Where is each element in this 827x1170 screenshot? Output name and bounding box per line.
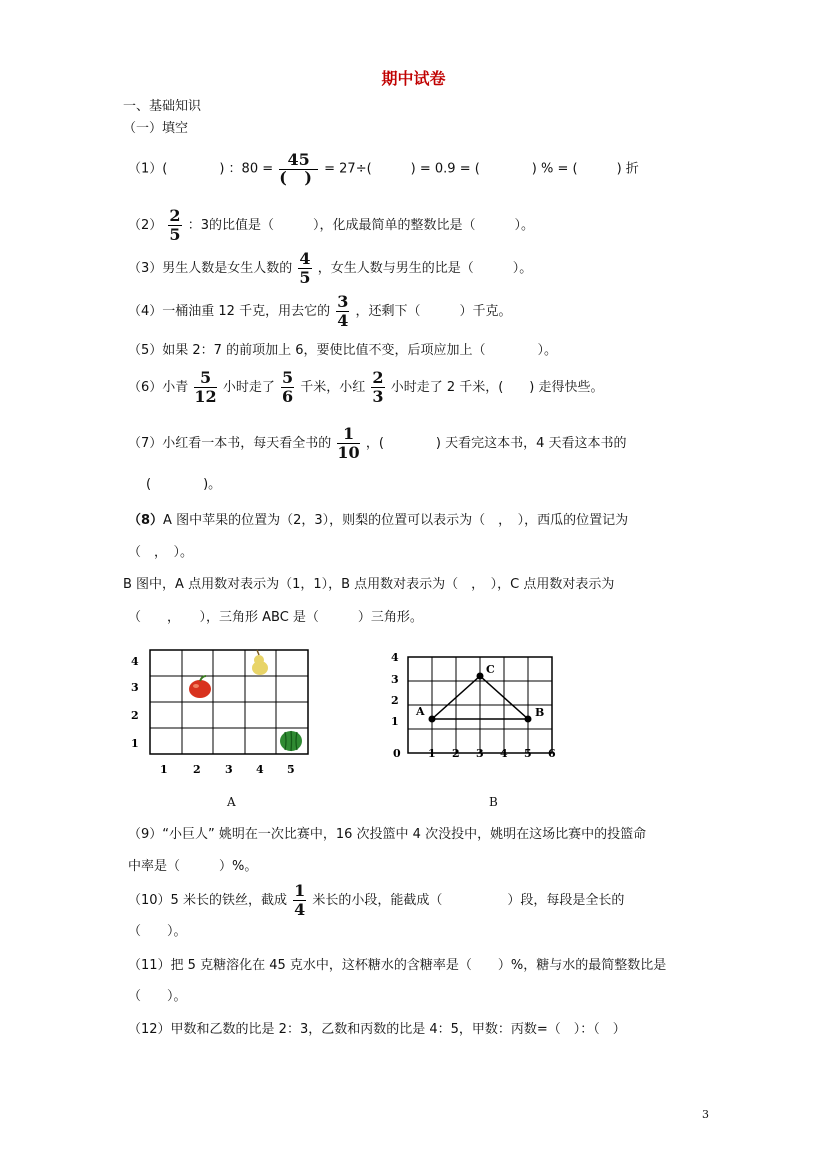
q7-denominator: 10 [337, 443, 360, 462]
figa-xtick: 1 [160, 763, 168, 776]
figb-ytick: 0 [393, 747, 401, 760]
question-5: （5）如果 2：7 的前项加上 6，要使比值不变，后项应加上（ ）。 [128, 343, 557, 358]
q2-text-b: ：3的比值是（ ），化成最简单的整数比是（ ）。 [187, 218, 534, 233]
q1-denominator: ( ) [279, 168, 318, 187]
question-8-line-3: B 图中，A 点用数对表示为（1，1），B 点用数对表示为（ ， ），C 点用数对表示为 [123, 577, 615, 592]
q3-numerator: 4 [299, 249, 311, 268]
figure-b-grid [385, 645, 570, 765]
figure-a-grid [125, 645, 325, 780]
figa-xtick: 3 [225, 763, 233, 776]
question-1 [128, 152, 639, 186]
q6-fraction-2 [281, 370, 294, 405]
question-9-continued: 中率是（ ）%。 [128, 859, 258, 874]
question-4 [128, 294, 512, 329]
question-7-continued: ( )。 [146, 477, 222, 492]
figb-xtick: 5 [524, 747, 532, 760]
subsection-heading: （一）填空 [123, 121, 189, 136]
figa-xtick: 5 [287, 763, 295, 776]
q10-fraction [293, 883, 306, 918]
q4-denominator: 4 [337, 311, 349, 330]
q6-text-b: 小时走了 [222, 380, 275, 395]
q6-f2-numerator: 5 [281, 368, 294, 387]
q6-f3-numerator: 2 [372, 368, 384, 387]
figa-ytick: 2 [131, 709, 139, 722]
figb-xtick: 3 [476, 747, 484, 760]
q2-denominator: 5 [169, 225, 181, 244]
point-a [429, 716, 436, 723]
q1-text-a: （1）( ) ：80 = [128, 161, 274, 177]
point-a-label: A [416, 705, 425, 718]
q4-text-a: （4）一桶油重 12 千克，用去它的 [128, 304, 331, 319]
figure-b-caption: B [489, 795, 498, 809]
point-b-label: B [535, 706, 545, 719]
question-11-continued: （ ）。 [128, 989, 187, 1004]
q10-numerator: 1 [294, 881, 306, 900]
figb-xtick: 4 [500, 747, 508, 760]
q10-text-b: 米长的小段，能截成（ ）段，每段是全长的 [312, 893, 625, 908]
q4-numerator: 3 [337, 292, 349, 311]
q8-number: （8） [128, 513, 164, 528]
figure-a-caption: A [227, 795, 236, 809]
q7-numerator: 1 [337, 426, 359, 444]
figb-ytick: 1 [391, 715, 399, 728]
q3-text-b: ，女生人数与男生的比是（ ）。 [317, 261, 533, 276]
figa-ytick: 1 [131, 737, 139, 750]
q10-denominator: 4 [294, 900, 306, 919]
figb-ytick: 2 [391, 694, 399, 707]
q6-f1-numerator: 5 [194, 370, 216, 388]
question-10-continued: （ ）。 [128, 924, 187, 939]
q10-text-a: （10）5 米长的铁丝，截成 [128, 893, 287, 908]
q6-text-d: 小时走了 2 千米，( ) 走得快些。 [390, 380, 604, 395]
figa-xtick: 2 [193, 763, 201, 776]
q3-denominator: 5 [299, 268, 311, 287]
watermelon-icon [280, 731, 302, 751]
q6-text-a: （6）小青 [128, 380, 189, 395]
figb-ytick: 3 [391, 673, 399, 686]
q1-fraction [279, 152, 318, 186]
page-title: 期中试卷 [381, 69, 446, 88]
question-8 [128, 512, 628, 530]
pear-icon [252, 650, 268, 675]
section-heading: 一、基础知识 [123, 99, 202, 114]
q6-f1-denominator: 12 [194, 387, 217, 406]
figa-ytick: 4 [131, 655, 139, 668]
question-2 [128, 208, 534, 243]
q6-text-c: 千米，小红 [300, 380, 366, 395]
point-c-label: C [486, 663, 495, 676]
figb-xtick: 1 [428, 747, 436, 760]
figb-ytick: 4 [391, 651, 399, 664]
question-6 [128, 370, 604, 405]
q7-text-a: （7）小红看一本书，每天看全书的 [128, 436, 332, 451]
question-8-line-2: （ ， ）。 [128, 545, 194, 560]
q6-f3-denominator: 3 [372, 387, 384, 406]
figa-ytick: 3 [131, 681, 139, 694]
point-c [477, 673, 484, 680]
point-b [525, 716, 532, 723]
q7-text-b: ，( ) 天看完这本书，4 天看这本书的 [365, 436, 627, 451]
figb-xtick: 6 [548, 747, 556, 760]
q6-f2-denominator: 6 [281, 387, 294, 406]
question-11: （11）把 5 克糖溶化在 45 克水中，这杯糖水的含糖率是（ ）%，糖与水的最简整数比是 [128, 958, 667, 973]
q4-fraction [336, 294, 349, 329]
q6-fraction-3 [371, 370, 384, 405]
question-9: （9）“小巨人” 姚明在一次比赛中，16 次投篮中 4 次没投中，姚明在这场比赛中的投篮命 [128, 827, 647, 842]
question-8-line-4: （ ， ），三角形 ABC 是（ ）三角形。 [128, 610, 423, 625]
question-10 [128, 883, 624, 918]
q8-text-a: A 图中苹果的位置为（2，3），则梨的位置可以表示为（ ， ），西瓜的位置记为 [163, 513, 629, 528]
q1-text-b: = 27÷( ) = 0.9 = ( ) % = ( ) 折 [324, 161, 639, 177]
q2-fraction [168, 208, 181, 243]
figa-xtick: 4 [256, 763, 264, 776]
q4-text-b: ，还剩下（ ）千克。 [355, 304, 512, 319]
q3-text-a: （3）男生人数是女生人数的 [128, 261, 293, 276]
q1-numerator: 45 [279, 152, 318, 170]
q3-fraction [298, 251, 311, 286]
q6-fraction-1 [194, 370, 216, 405]
q2-text-a: （2） [128, 218, 163, 233]
q2-numerator: 2 [169, 206, 181, 225]
q7-fraction [337, 426, 359, 461]
page-number: 3 [702, 1108, 709, 1121]
figb-xtick: 2 [452, 747, 460, 760]
question-7 [128, 426, 627, 461]
question-3 [128, 251, 532, 286]
apple-icon [189, 676, 211, 698]
question-12: （12）甲数和乙数的比是 2：3，乙数和丙数的比是 4：5，甲数：丙数=（ ）：（ ） [128, 1022, 626, 1037]
